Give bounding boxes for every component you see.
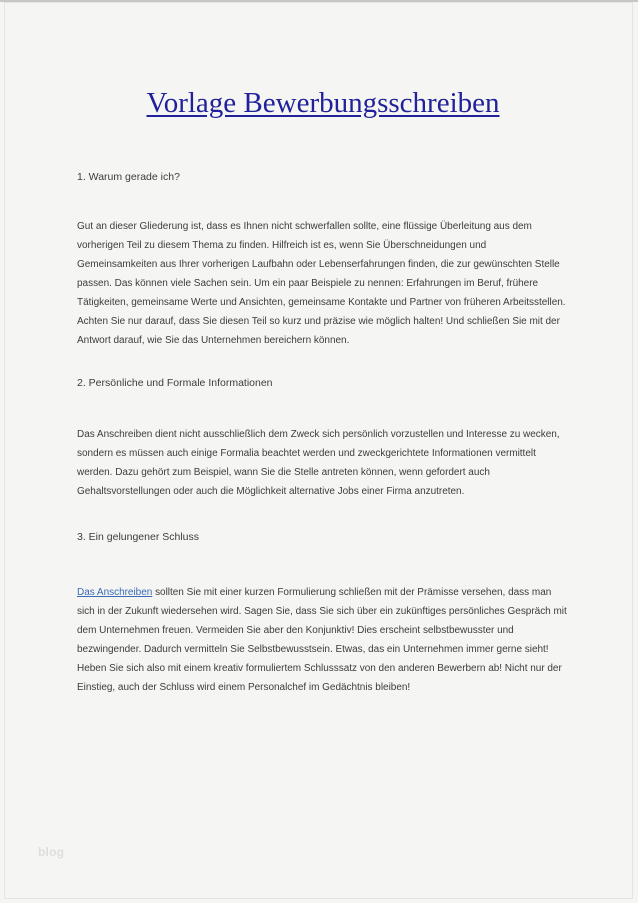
section-1-paragraph: Gut an dieser Gliederung ist, dass es Ihnen nicht schwerfallen sollte, eine flüssige Überleitung aus dem vorherigen Teil zu diesem Thema zu finden. Hilfreich ist es, wenn Sie Überschneidungen und Gemeinsamkeiten aus Ihrer vorherigen Laufbahn oder Lebenserfahrungen finden, die zur gewünschten Stelle passen. Das können viele Sachen sein. Um ein paar Beispiele zu nennen: Erfahrungen im Beruf, frühere Tätigkeiten, gemeinsame Werte und Ansichten, gemeinsame Kontakte und Partner von früheren Arbeitsstellen. Achten Sie nur darauf, dass Sie diesen Teil so kurz und präzise wie möglich halten! Und schließen Sie mit der Antwort darauf, wie Sie das Unternehmen bereichern können.: [77, 221, 566, 346]
section-3-heading: 3. Ein gelungener Schluss: [77, 531, 199, 543]
section-3-paragraph-text: sollten Sie mit einer kurzen Formulierung schließen mit der Prämisse versehen, dass man sich in der Zukunft wiedersehen wird. Sagen Sie, dass Sie sich über ein zukünftiges persönliches Gespräch mit dem Unternehmen freuen. Vermeiden Sie aber den Konjunktiv! Dies erscheint selbstbewusster und bezwingender. Dadurch vermitteln Sie Selbstbewusstsein. Etwas, das ein Unternehmen immer gerne sieht! Heben Sie sich also mit einem kreativ formuliertem Schlusssatz von den anderen Bewerbern ab! Nicht nur der Einstieg, auch der Schluss wird einem Personalchef im Gedächtnis bleiben!: [77, 587, 567, 693]
section-2-paragraph: Das Anschreiben dient nicht ausschließlich dem Zweck sich persönlich vorzustellen und Interesse zu wecken, sondern es müssen auch einige Formalia beachtet werden und zweckgerichtete Informationen vermittelt werden. Dazu gehört zum Beispiel, wann Sie die Stelle antreten können, wenn gefordert auch Gehaltsvorstellungen oder auch die Möglichkeit alternative Jobs einer Firma anzutreten.: [77, 429, 560, 497]
section-1: [77, 168, 569, 350]
section-3-paragraph: [77, 583, 569, 697]
top-edge-line: [0, 0, 638, 2]
document-title: Vorlage Bewerbungsschreiben: [146, 87, 500, 119]
document-content: [0, 84, 638, 697]
watermark-blog: blog: [38, 845, 65, 859]
section-3: [77, 528, 569, 697]
section-1-heading: 1. Warum gerade ich?: [77, 171, 180, 183]
section-2: [77, 374, 569, 501]
section-2-heading: 2. Persönliche und Formale Informationen: [77, 377, 273, 389]
das-anschreiben-link[interactable]: Das Anschreiben: [77, 587, 153, 598]
